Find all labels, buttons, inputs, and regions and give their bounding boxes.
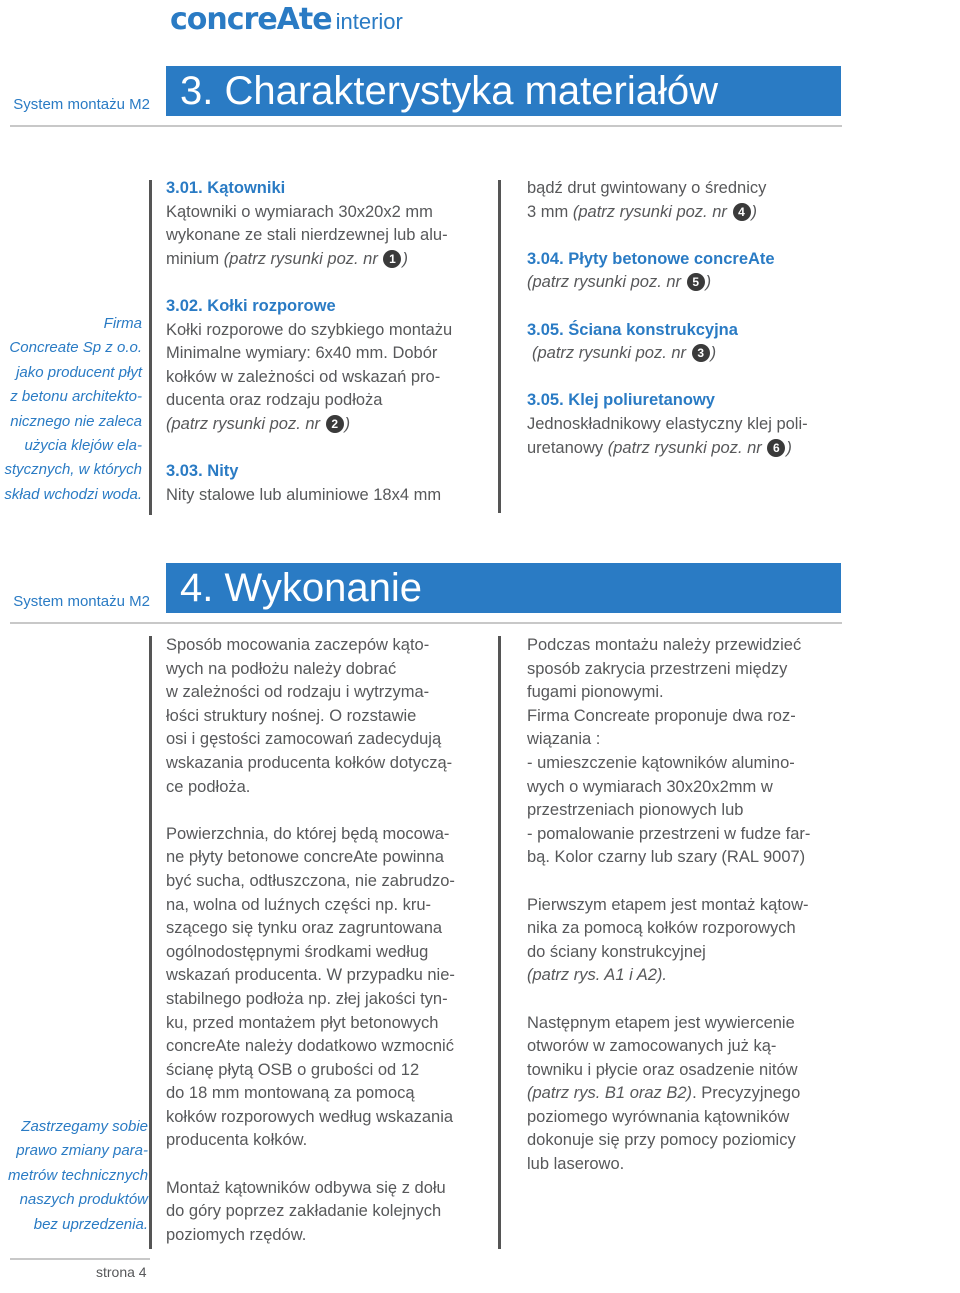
sidenote-line: bez uprzedzenia. — [33, 1215, 148, 1233]
section4-title: 4. Wykonanie — [166, 563, 841, 613]
sidenote-line: prawo zmiany para- — [16, 1142, 148, 1160]
body-text-line: Montaż kątowników odbywa się z dołu — [166, 1178, 446, 1197]
item-3-02-heading: 3.02. Kołki rozporowe — [166, 296, 336, 315]
ref-close: ) — [705, 273, 712, 292]
paragraph-gap — [527, 870, 857, 894]
body-text-line: fugami pionowymi. — [527, 683, 664, 702]
paragraph-gap — [166, 1153, 494, 1177]
body-text-line: do 18 mm montowaną za pomocą — [166, 1084, 415, 1103]
body-text-line: ce podłoża. — [166, 777, 251, 796]
section4-column-divider — [498, 636, 501, 1249]
body-text-line: concreAte należy dodatkowo wzmocnić — [166, 1037, 454, 1056]
body-text-line: przestrzeniach pionowych lub — [527, 801, 744, 820]
body-text-line: lub laserowo. — [527, 1155, 625, 1174]
ref-number-badge: 5 — [687, 273, 705, 291]
item-3-01-text: minium — [166, 249, 220, 268]
body-text-line: sposób zakrycia przestrzeni między — [527, 659, 788, 678]
body-text-line: wskazań producenta. W przypadku nie- — [166, 966, 455, 985]
body-text-line: Następnym etapem jest wywiercenie — [527, 1013, 795, 1032]
ref-close: ) — [344, 414, 351, 433]
item-3-03-continued: bądź drut gwintowany o średnicy — [527, 179, 767, 197]
paragraph-gap — [527, 988, 857, 1012]
item-3-03-continued: 3 mm — [527, 202, 569, 221]
item-3-05b-text: uretanowy — [527, 438, 604, 457]
ref-close: ) — [710, 344, 717, 363]
ref-number-badge: 3 — [692, 344, 710, 362]
item-3-03-text: Nity stalowe lub aluminiowe 18x4 mm — [166, 485, 442, 504]
body-text-line: poziomego wyrównania kątowników — [527, 1107, 790, 1126]
body-text-line: szącego się tynku oraz zagruntowana — [166, 919, 443, 938]
body-text-line: stabilnego podłoża np. złej jakości tyn- — [166, 989, 448, 1008]
sidenote-line: Firma — [103, 315, 142, 332]
section3-divider — [10, 125, 842, 127]
item-3-02-text: Kołki rozporowe do szybkiego montażu — [166, 320, 453, 339]
ref-number-badge: 1 — [383, 250, 401, 268]
sidenote-line: stycznych, w których — [4, 461, 142, 479]
section4-left-divider — [149, 636, 152, 1249]
sidenote-line: użycia klejów ela- — [24, 437, 142, 455]
body-text-line: ku, przed montażem płyt betonowych — [166, 1013, 439, 1032]
ref-number-badge: 6 — [767, 439, 785, 457]
body-text-line: Pierwszym etapem jest montaż kątow- — [527, 895, 809, 914]
item-3-03-reference: (patrz rysunki poz. nr — [572, 202, 727, 221]
body-text-line: - umieszczenie kątowników alumino- — [527, 753, 795, 772]
body-text-line: wych o wymiarach 30x20x2mm w — [527, 777, 773, 796]
item-3-04-heading: 3.04. Płyty betonowe concreAte — [527, 249, 775, 268]
section4-divider — [10, 622, 842, 624]
body-text-line: do ściany konstrukcyjnej — [527, 942, 706, 961]
ref-close: ) — [751, 202, 757, 221]
body-text-line: - pomalowanie przestrzeni w fudze far- — [527, 824, 811, 843]
item-3-02-text: ducenta oraz rodzaju podłoża — [166, 391, 383, 410]
item-3-01-text: wykonane ze stali nierdzewnej lub alu- — [166, 226, 448, 245]
footer-divider — [10, 1258, 150, 1260]
item-3-01-heading: 3.01. Kątowniki — [166, 179, 286, 197]
logo-wordmark: concreAte — [170, 2, 332, 37]
item-3-02-text: kołków w zależności od wskazań pro- — [166, 367, 441, 386]
body-text-line: poziomych rzędów. — [166, 1225, 307, 1244]
body-text-line: osi i gęstości zamocowań zadecydują — [166, 730, 442, 749]
ref-number-badge: 4 — [733, 203, 751, 221]
body-text-line: na, wolna od luźnych części np. kru- — [166, 895, 432, 914]
body-text-line: Sposób mocowania zaczepów kąto- — [166, 636, 430, 654]
body-text-line: łości struktury nośnej. O rozstawie — [166, 706, 417, 725]
ref-close: ) — [786, 438, 792, 457]
body-text-line: (patrz rys. A1 i A2). — [527, 966, 667, 985]
item-3-05b-text: Jednoskładnikowy elastyczny klej poli- — [527, 414, 808, 433]
sidenote-line: skład wchodzi woda. — [4, 485, 142, 503]
body-text-line: Firma Concreate proponuje dwa roz- — [527, 706, 796, 725]
item-3-01-reference: (patrz rysunki poz. nr — [223, 249, 378, 268]
sidenote-line: z betonu architekto- — [10, 388, 142, 406]
body-text-line: ogólnodostępnymi środkami według — [166, 942, 429, 961]
item-3-05-heading: 3.05. Ściana konstrukcyjna — [527, 320, 738, 339]
section4-side-label: System montażu M2 — [13, 593, 150, 610]
body-text-line: bą. Kolor czarny lub szary (RAL 9007) — [527, 848, 806, 867]
ref-number-badge: 2 — [326, 415, 344, 433]
body-text-line: ne płyty betonowe concreAte powinna — [166, 848, 444, 867]
item-3-05-reference: (patrz rysunki poz. nr — [532, 344, 687, 363]
body-text-line: ścianę płytą OSB o grubości od 12 — [166, 1060, 420, 1079]
section3-sidenote — [2, 312, 142, 507]
body-text-line: być sucha, odtłuszczona, nie zabrudzo- — [166, 871, 455, 890]
section3-column-1 — [166, 177, 496, 507]
item-3-03-heading: 3.03. Nity — [166, 462, 239, 481]
body-text-line: kołków rozporowych według wskazania — [166, 1107, 454, 1126]
sidenote-line: Concreate Sp z o.o. — [9, 339, 142, 357]
section3-side-label: System montażu M2 — [13, 96, 150, 113]
body-text-line: wiązania : — [527, 730, 601, 749]
item-3-04-reference: (patrz rysunki poz. nr — [527, 273, 682, 292]
body-text-line: otworów w zamocowanych już ką- — [527, 1037, 777, 1056]
section3-column-2 — [527, 177, 847, 460]
sidenote-line: Zastrzegamy sobie — [21, 1118, 148, 1135]
page-number: strona 4 — [96, 1264, 147, 1280]
section4-column-2 — [527, 634, 857, 1177]
section4-sidenote — [8, 1115, 148, 1237]
sidenote-line: nicznego nie zaleca — [10, 412, 142, 430]
body-text-line: Powierzchnia, do której będą mocowa- — [166, 824, 450, 843]
body-text-line: (patrz rys. B1 oraz B2). Precyzyjnego — [527, 1084, 801, 1103]
section3-left-divider — [149, 180, 152, 515]
body-text-line: nika za pomocą kołków rozporowych — [527, 919, 796, 938]
sidenote-line: jako producent płyt — [16, 363, 142, 381]
section3-title: 3. Charakterystyka materiałów — [166, 66, 841, 116]
item-3-01-text: Kątowniki o wymiarach 30x20x2 mm — [166, 202, 433, 221]
paragraph-gap — [166, 799, 494, 823]
item-3-02-reference: (patrz rysunki poz. nr — [166, 414, 321, 433]
body-text-line: towniku i płycie oraz osadzenie nitów — [527, 1060, 798, 1079]
section4-column-1 — [166, 634, 494, 1247]
sidenote-line: metrów technicznych — [8, 1166, 149, 1184]
body-text-line: producenta kołków. — [166, 1131, 308, 1150]
body-text-line: do góry poprzez zakładanie kolejnych — [166, 1202, 442, 1221]
body-text-line: wych na podłożu należy dobrać — [166, 659, 397, 678]
body-text-line: w zależności od rodzaju i wytrzyma- — [166, 683, 430, 702]
ref-close: ) — [402, 249, 408, 268]
sidenote-line: naszych produktów — [19, 1191, 148, 1209]
body-text-line: Podczas montażu należy przewidzieć — [527, 636, 802, 654]
item-3-05b-heading: 3.05. Klej poliuretanowy — [527, 391, 715, 410]
body-text-line: dokonuje się przy pomocy poziomicy — [527, 1131, 796, 1150]
body-text-line: wskazania producenta kołków dotyczą- — [166, 753, 453, 772]
section3-column-divider — [498, 180, 501, 513]
logo-subtitle: interior — [335, 9, 403, 34]
item-3-02-text: Minimalne wymiary: 6x40 mm. Dobór — [166, 344, 438, 363]
brand-logo — [170, 2, 403, 37]
item-3-05b-reference: (patrz rysunki poz. nr — [607, 438, 762, 457]
